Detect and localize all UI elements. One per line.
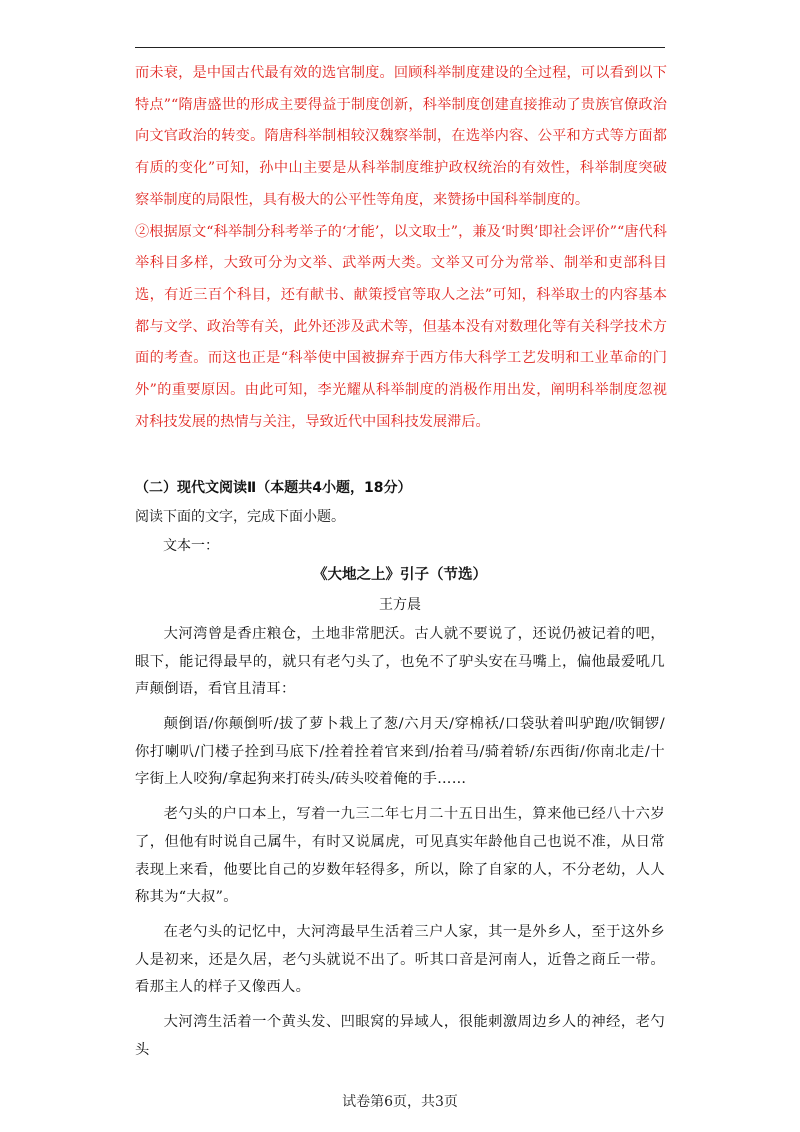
answer-explanation <box>135 58 667 438</box>
section-heading: （二）现代文阅读Ⅱ（本题共4小题，18分） <box>135 480 412 496</box>
answer-paragraph-2: ②根据原文“科举制分科考举子的‘才能’，以文取士”，兼及‘时舆’即社会评价”“唐代科举科目多样，大致可分为文举、武举两大类。文举又可分为常举、制举和吏部科目选，有近三百个科目，还有献书、献策授官等取人之法”可知，科举取士的内容基本都与文学、政治等有关，此外还涉及武术等，但基本没有对数理化等有关科学技术方面的考查。而这也正是“科举使中国被摒弃于西方伟大科学工艺发明和工业革命的门外”的重要原因。由此可知，李光耀从科举制度的消极作用出发，阐明科举制度忽视对科技发展的热情与关注，导致近代中国科技发展滞后。 <box>135 223 667 430</box>
reading-instruction: 阅读下面的文字，完成下面小题。 <box>135 509 345 525</box>
article-author: 王方晨 <box>379 597 421 613</box>
answer-paragraph-1: 而未衰，是中国古代最有效的选官制度。回顾科举制度建设的全过程，可以看到以下特点”“隋唐盛世的形成主要得益于制度创新，科举制度创建直接推动了贵族官僚政治向文官政治的转变。隋唐科举制相较汉魏察举制，在选举内容、公平和方式等方面都有质的变化”可知，孙中山主要是从科举制度维护政权统治的有效性，科举制度突破察举制度的局限性，具有极大的公平性等角度，来赞扬中国科举制度的。 <box>135 65 667 208</box>
article-paragraph: 颠倒语/你颠倒听/拔了萝卜栽上了葱/六月天/穿棉袄/口袋驮着叫驴跑/吹铜锣/你打喇叭/门楼子拴到马底下/拴着拴着官来到/抬着马/骑着轿/东西街/你南北走/十字街上人咬狗/拿起狗来打砖头/砖头咬着俺的手…… <box>135 716 665 788</box>
article-paragraph: 在老勺头的记忆中，大河湾最早生活着三户人家，其一是外乡人，至于这外乡人是初来，还是久居，老勺头就说不出了。听其口音是河南人，近鲁之商丘一带。看那主人的样子又像西人。 <box>135 924 665 996</box>
article-paragraph: 大河湾曾是香庄粮仓，土地非常肥沃。古人就不要说了，还说仍被记着的吧，眼下，能记得最早的，就只有老勺头了，也免不了驴头安在马嘴上，偏他最爱吼几声颠倒语，看官且清耳： <box>135 626 665 698</box>
article-title: 《大地之上》引子（节选） <box>313 566 487 583</box>
text-one-label: 文本一： <box>163 538 219 554</box>
page-footer: 试卷第6页，共3页 <box>342 1094 458 1110</box>
article-body <box>135 621 665 1072</box>
header-rule <box>135 47 665 48</box>
article-paragraph: 大河湾生活着一个黄头发、凹眼窝的异域人，很能刺激周边乡人的神经，老勺头 <box>135 1014 665 1058</box>
article-paragraph: 老勺头的户口本上，写着一九三二年七月二十五日出生，算来他已经八十六岁了，但他有时说自己属牛，有时又说属虎，可见真实年龄他自己也说不准，从日常表现上来看，他要比自己的岁数年轻得多，所以，除了自家的人，不分老幼，人人称其为“大叔”。 <box>135 806 665 906</box>
